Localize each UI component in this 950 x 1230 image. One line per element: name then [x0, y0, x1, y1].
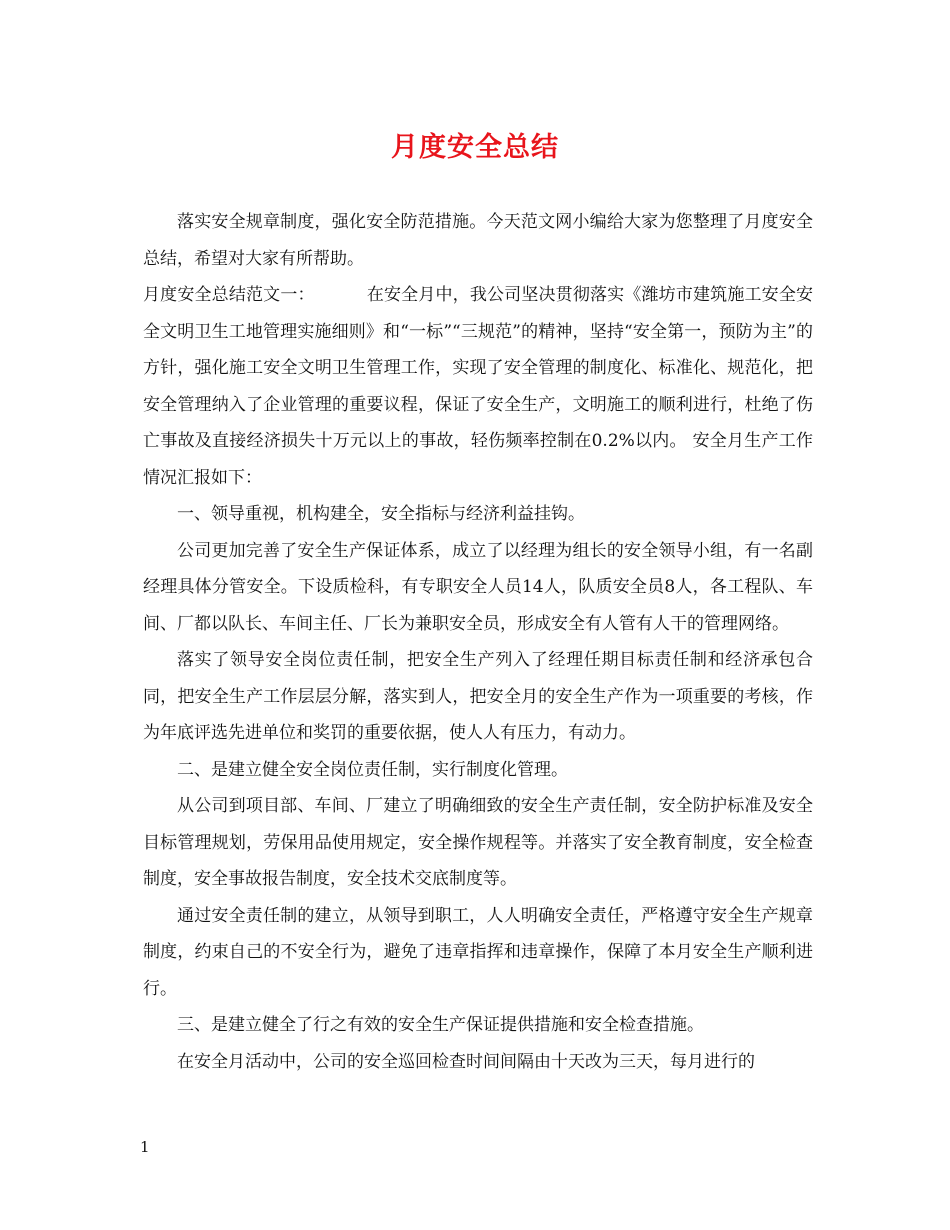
section-heading-2: 二、是建立健全安全岗位责任制，实行制度化管理。	[177, 759, 568, 780]
example-text: 在安全月中，我公司坚决贯彻落实《潍坊市建筑施工安全安全文明卫生工地管理实施细则》和“一标”“三规范”的精神，坚持“安全第一，预防为主”的方针，强化施工安全文明卫生管理工作，实现了安全管理的制度化、标准化、规范化，把安全管理纳入了企业管理的重要议程，保证了安全生产，文明施工的顺利进行，杜绝了伤亡事故及直接经济损失十万元以上的事故，轻伤频率控制在0.2%以内。 安全月生产工作情况汇报如下：	[143, 285, 814, 488]
section-heading-1: 一、领导重视，机构建全，安全指标与经济利益挂钩。	[177, 504, 585, 524]
page-number: 1	[140, 1138, 150, 1156]
body-paragraph: 从公司到项目部、车间、厂建立了明确细致的安全生产责任制，安全防护标准及安全目标管理规划，劳保用品使用规定，安全操作规程等。并落实了安全教育制度，安全检查制度，安全事故报告制度，安全技术交底制度等。	[143, 796, 813, 889]
document-body	[143, 204, 813, 1080]
section-heading-3: 三、是建立健全了行之有效的安全生产保证提供措施和安全检查措施。	[177, 1015, 704, 1035]
body-paragraph: 通过安全责任制的建立，从领导到职工，人人明确安全责任，严格遵守安全生产规章制度，约束自己的不安全行为，避免了违章指挥和违章操作，保障了本月安全生产顺利进行。	[143, 905, 813, 999]
example-paragraph	[143, 277, 813, 496]
body-paragraph: 公司更加完善了安全生产保证体系，成立了以经理为组长的安全领导小组，有一名副经理具体分管安全。下设质检科，有专职安全人员14人，队质安全员8人，各工程队、车间、厂都以队长、车间主任、厂长为兼职安全员，形成安全有人管有人干的管理网络。	[143, 540, 813, 634]
example-label: 月度安全总结范文一：	[143, 285, 315, 305]
body-paragraph: 落实了领导安全岗位责任制，把安全生产列入了经理任期目标责任制和经济承包合同，把安全生产工作层层分解，落实到人，把安全月的安全生产作为一项重要的考核，作为年底评选先进单位和奖罚的重要依据，使人人有压力，有动力。	[143, 650, 813, 743]
body-paragraph: 在安全月活动中，公司的安全巡回检查时间间隔由十天改为三天，每月进行的	[177, 1051, 755, 1072]
intro-paragraph: 落实安全规章制度，强化安全防范措施。今天范文网小编给大家为您整理了月度安全总结，希望对大家有所帮助。	[143, 212, 813, 269]
document-title: 月度安全总结	[391, 132, 559, 163]
